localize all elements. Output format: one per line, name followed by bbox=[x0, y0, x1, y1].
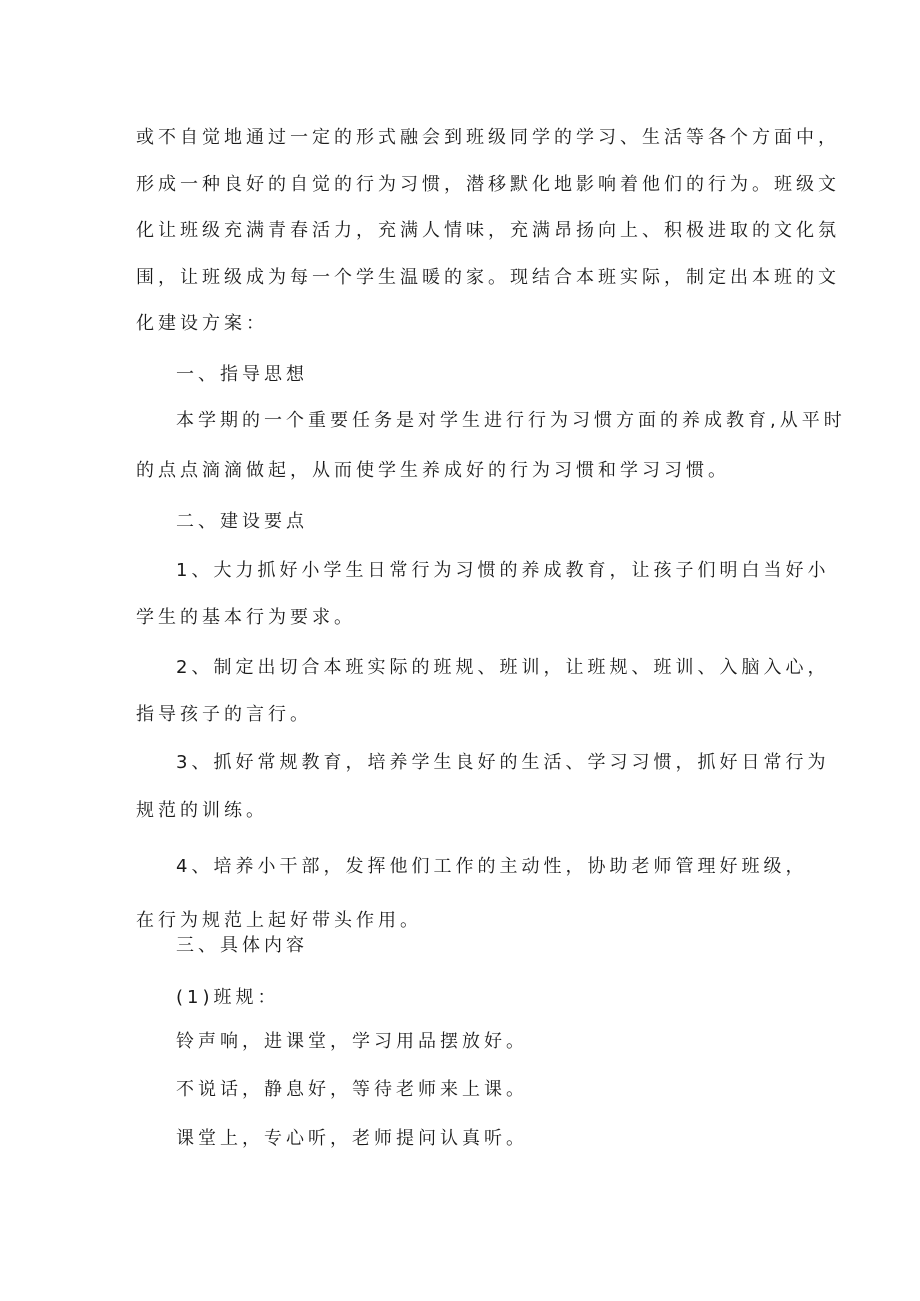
intro-line-4: 围，让班级成为每一个学生温暖的家。现结合本班实际，制定出本班的文 bbox=[136, 267, 840, 288]
intro-line-5: 化建设方案： bbox=[136, 313, 268, 334]
section-heading-specific-content: 三、具体内容 bbox=[176, 935, 308, 956]
point-3-line-1: 3、抓好常规教育，培养学生良好的生活、学习习惯，抓好日常行为 bbox=[176, 752, 830, 773]
point-1-line-1: 1、大力抓好小学生日常行为习惯的养成教育，让孩子们明白当好小 bbox=[176, 560, 830, 581]
intro-line-1: 或不自觉地通过一定的形式融会到班级同学的学习、生活等各个方面中， bbox=[136, 127, 840, 148]
point-2-line-1: 2、制定出切合本班实际的班规、班训，让班规、班训、入脑入心， bbox=[176, 657, 830, 678]
intro-line-3: 化让班级充满青春活力，充满人情味，充满昂扬向上、积极进取的文化氛 bbox=[136, 220, 840, 241]
point-1-line-2: 学生的基本行为要求。 bbox=[136, 607, 356, 628]
class-rules-heading: (1)班规： bbox=[176, 987, 280, 1008]
section1-line-2: 的点点滴滴做起，从而使学生养成好的行为习惯和学习习惯。 bbox=[136, 460, 730, 481]
class-rule-3: 课堂上，专心听，老师提问认真听。 bbox=[176, 1128, 528, 1149]
intro-line-2: 形成一种良好的自觉的行为习惯，潜移默化地影响着他们的行为。班级文 bbox=[136, 174, 840, 195]
section1-line-1: 本学期的一个重要任务是对学生进行行为习惯方面的养成教育,从平时 bbox=[176, 410, 846, 431]
point-3-line-2: 规范的训练。 bbox=[136, 800, 268, 821]
point-4-line-1: 4、培养小干部，发挥他们工作的主动性，协助老师管理好班级， bbox=[176, 856, 808, 877]
section-heading-key-points: 二、建设要点 bbox=[176, 511, 308, 532]
section-heading-guiding-ideology: 一、指导思想 bbox=[176, 364, 308, 385]
point-4-line-2: 在行为规范上起好带头作用。 bbox=[136, 910, 422, 931]
class-rule-1: 铃声响，进课堂，学习用品摆放好。 bbox=[176, 1031, 528, 1052]
class-rule-2: 不说话，静息好，等待老师来上课。 bbox=[176, 1079, 528, 1100]
point-2-line-2: 指导孩子的言行。 bbox=[136, 704, 312, 725]
